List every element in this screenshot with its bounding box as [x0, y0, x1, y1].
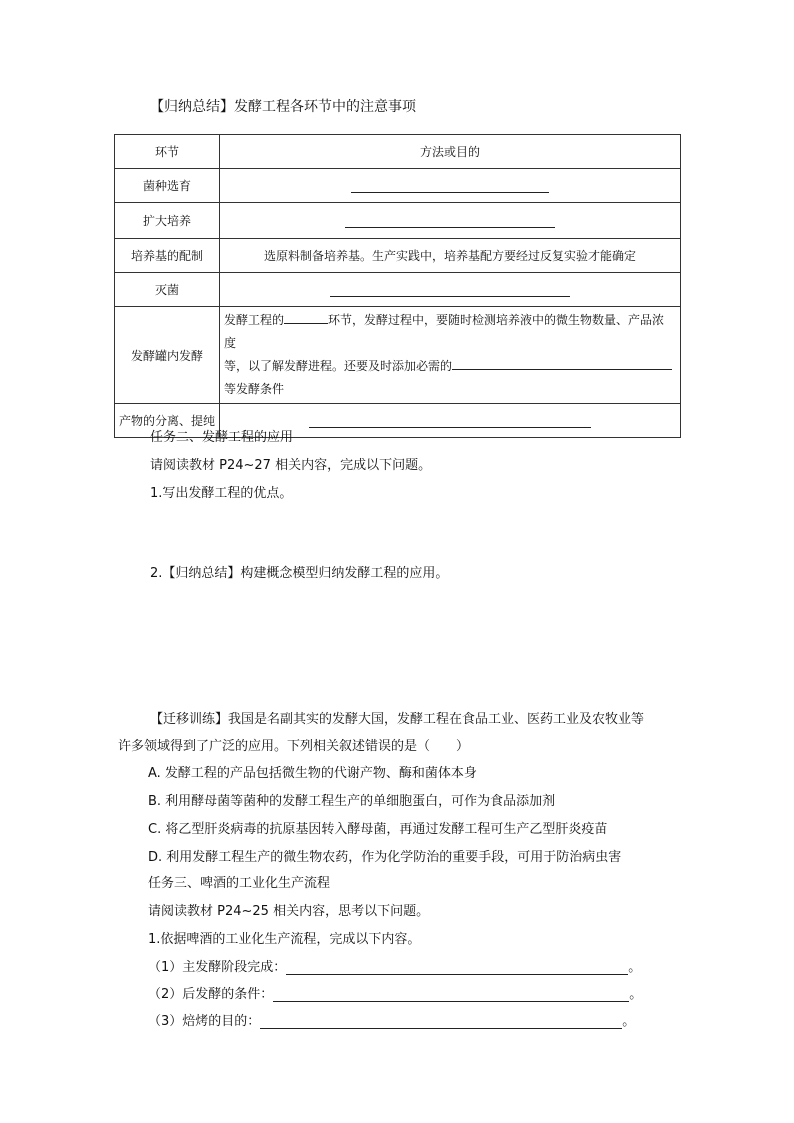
answer-line[interactable] — [284, 311, 328, 324]
text-part: 等，以了解发酵进程。还要及时添加必需的 — [224, 359, 453, 373]
item-label: （3）焙烤的目的： — [148, 1014, 261, 1029]
item-end: 。 — [629, 987, 643, 1002]
option-d: D. 利用发酵工程生产的微生物农药，作为化学防治的重要手段，可用于防治病虫害 — [148, 850, 622, 865]
answer-line[interactable] — [351, 180, 549, 193]
task3-q1: 1.依据啤酒的工业化生产流程，完成以下内容。 — [148, 932, 421, 947]
task3-item2 — [148, 983, 642, 1002]
task3-title: 任务三、啤酒的工业化生产流程 — [148, 876, 331, 891]
option-c: C. 将乙型肝炎病毒的抗原基因转入酵母菌，再通过发酵工程可生产乙型肝炎疫苗 — [148, 822, 608, 837]
task2-q2: 2.【归纳总结】构建概念模型归纳发酵工程的应用。 — [150, 566, 449, 581]
row-content — [220, 307, 681, 404]
item-end: 。 — [622, 1014, 636, 1029]
task2-intro: 请阅读教材 P24~27 相关内容，完成以下问题。 — [150, 458, 432, 473]
text-part: 发酵工程的 — [224, 313, 285, 327]
row-step: 发酵罐内发酵 — [115, 307, 220, 404]
fermentation-text — [220, 307, 680, 403]
row-step: 产物的分离、提纯 — [115, 404, 220, 438]
task3-item1 — [148, 956, 641, 975]
row-blank[interactable] — [220, 203, 681, 239]
item-label: （1）主发酵阶段完成： — [148, 960, 287, 975]
task3-item3 — [148, 1010, 635, 1029]
answer-line[interactable] — [260, 1014, 622, 1029]
table-row — [115, 307, 681, 404]
answer-line[interactable] — [286, 960, 628, 975]
table-row — [115, 273, 681, 307]
table-row — [115, 203, 681, 239]
option-a: A. 发酵工程的产品包括微生物的代谢产物、酶和菌体本身 — [148, 766, 477, 781]
answer-line[interactable] — [345, 215, 555, 228]
table-row — [115, 169, 681, 203]
row-step: 灭菌 — [115, 273, 220, 307]
header-method: 方法或目的 — [220, 135, 681, 169]
item-label: （2）后发酵的条件： — [148, 987, 274, 1002]
row-blank[interactable] — [220, 169, 681, 203]
text-part: 等发酵条件 — [224, 382, 285, 396]
text-part: 环节，发酵过程中，要随时检测培养液中的微生物数量、产品浓度 — [224, 313, 665, 350]
summary-table — [114, 134, 681, 438]
answer-line[interactable] — [273, 987, 629, 1002]
row-blank[interactable] — [220, 273, 681, 307]
task2-title: 任务二、发酵工程的应用 — [150, 430, 294, 445]
answer-line[interactable] — [452, 357, 672, 370]
answer-line[interactable] — [330, 284, 570, 297]
header-step: 环节 — [115, 135, 220, 169]
task2-q1: 1.写出发酵工程的优点。 — [150, 486, 293, 501]
option-b: B. 利用酵母菌等菌种的发酵工程生产的单细胞蛋白，可作为食品添加剂 — [148, 794, 556, 809]
answer-line[interactable] — [309, 415, 591, 428]
task3-intro: 请阅读教材 P24~25 相关内容，思考以下问题。 — [148, 904, 430, 919]
transfer-line1: 【迁移训练】我国是名副其实的发酵大国，发酵工程在食品工业、医药工业及农牧业等 — [150, 712, 645, 727]
table-header-row — [115, 135, 681, 169]
table-row — [115, 239, 681, 273]
summary-title: 【归纳总结】发酵工程各环节中的注意事项 — [150, 99, 416, 115]
row-step: 培养基的配制 — [115, 239, 220, 273]
row-step: 扩大培养 — [115, 203, 220, 239]
row-step: 菌种选育 — [115, 169, 220, 203]
transfer-line2: 许多领域得到了广泛的应用。下列相关叙述错误的是（ ） — [118, 739, 470, 754]
item-end: 。 — [628, 960, 642, 975]
row-content: 选原料制备培养基。生产实践中，培养基配方要经过反复实验才能确定 — [220, 239, 681, 273]
